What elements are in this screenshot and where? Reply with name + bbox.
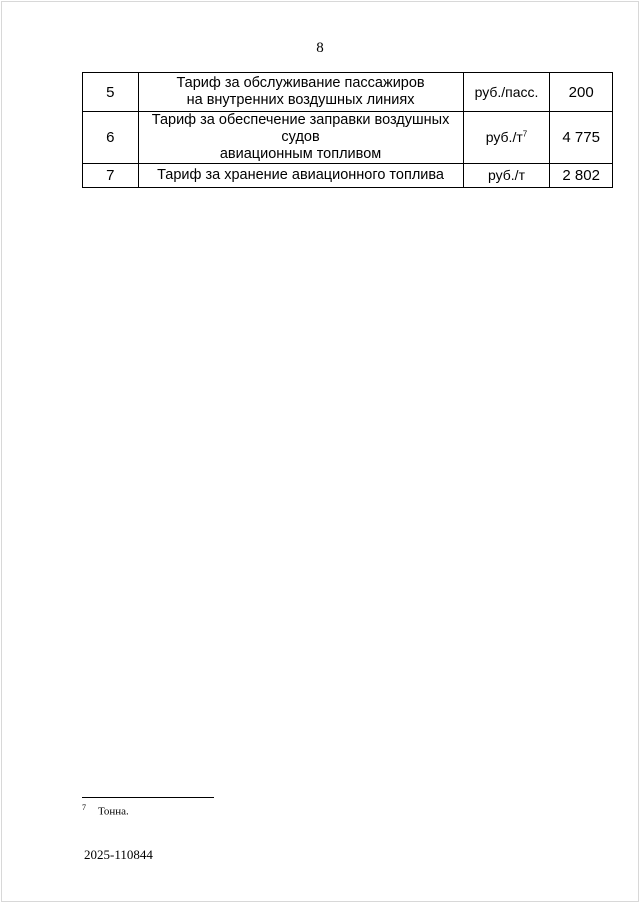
unit-text: руб./пасс.	[474, 83, 539, 100]
value-cell: 200	[550, 73, 613, 112]
unit-cell	[463, 112, 550, 164]
row-number-cell: 5	[83, 73, 139, 112]
value-cell: 2 802	[550, 164, 613, 188]
unit-text: руб./т	[485, 129, 523, 145]
footnote-reference: 7	[522, 129, 528, 139]
tariff-name-cell	[138, 164, 463, 188]
tariff-name-cell	[138, 112, 463, 164]
tariff-name-line: Тариф за обслуживание пассажиров	[176, 75, 425, 91]
row-number-cell: 7	[83, 164, 139, 188]
footnote-mark: 7	[82, 803, 86, 812]
unit-cell	[463, 164, 550, 188]
value-cell: 4 775	[550, 112, 613, 164]
page-number: 8	[316, 40, 324, 56]
footnote	[82, 803, 129, 818]
tariff-name-line: на внутренних воздушных линиях	[186, 92, 415, 108]
row-number-cell: 6	[83, 112, 139, 164]
table-row	[83, 112, 613, 164]
unit-cell	[463, 73, 550, 112]
tariff-table	[82, 72, 613, 188]
tariff-name-line: Тариф за хранение авиационного топлива	[157, 167, 444, 183]
table-row	[83, 73, 613, 112]
footnote-text: Тонна.	[98, 805, 129, 818]
footnote-divider	[82, 797, 214, 798]
document-code: 2025-110844	[84, 847, 153, 862]
tariff-name-cell	[138, 73, 463, 112]
table-row	[83, 164, 613, 188]
unit-text: руб./т	[487, 167, 525, 183]
tariff-name-line: Тариф за обеспечение заправки воздушных судов	[151, 112, 450, 145]
tariff-name-line: авиационным топливом	[219, 146, 382, 162]
